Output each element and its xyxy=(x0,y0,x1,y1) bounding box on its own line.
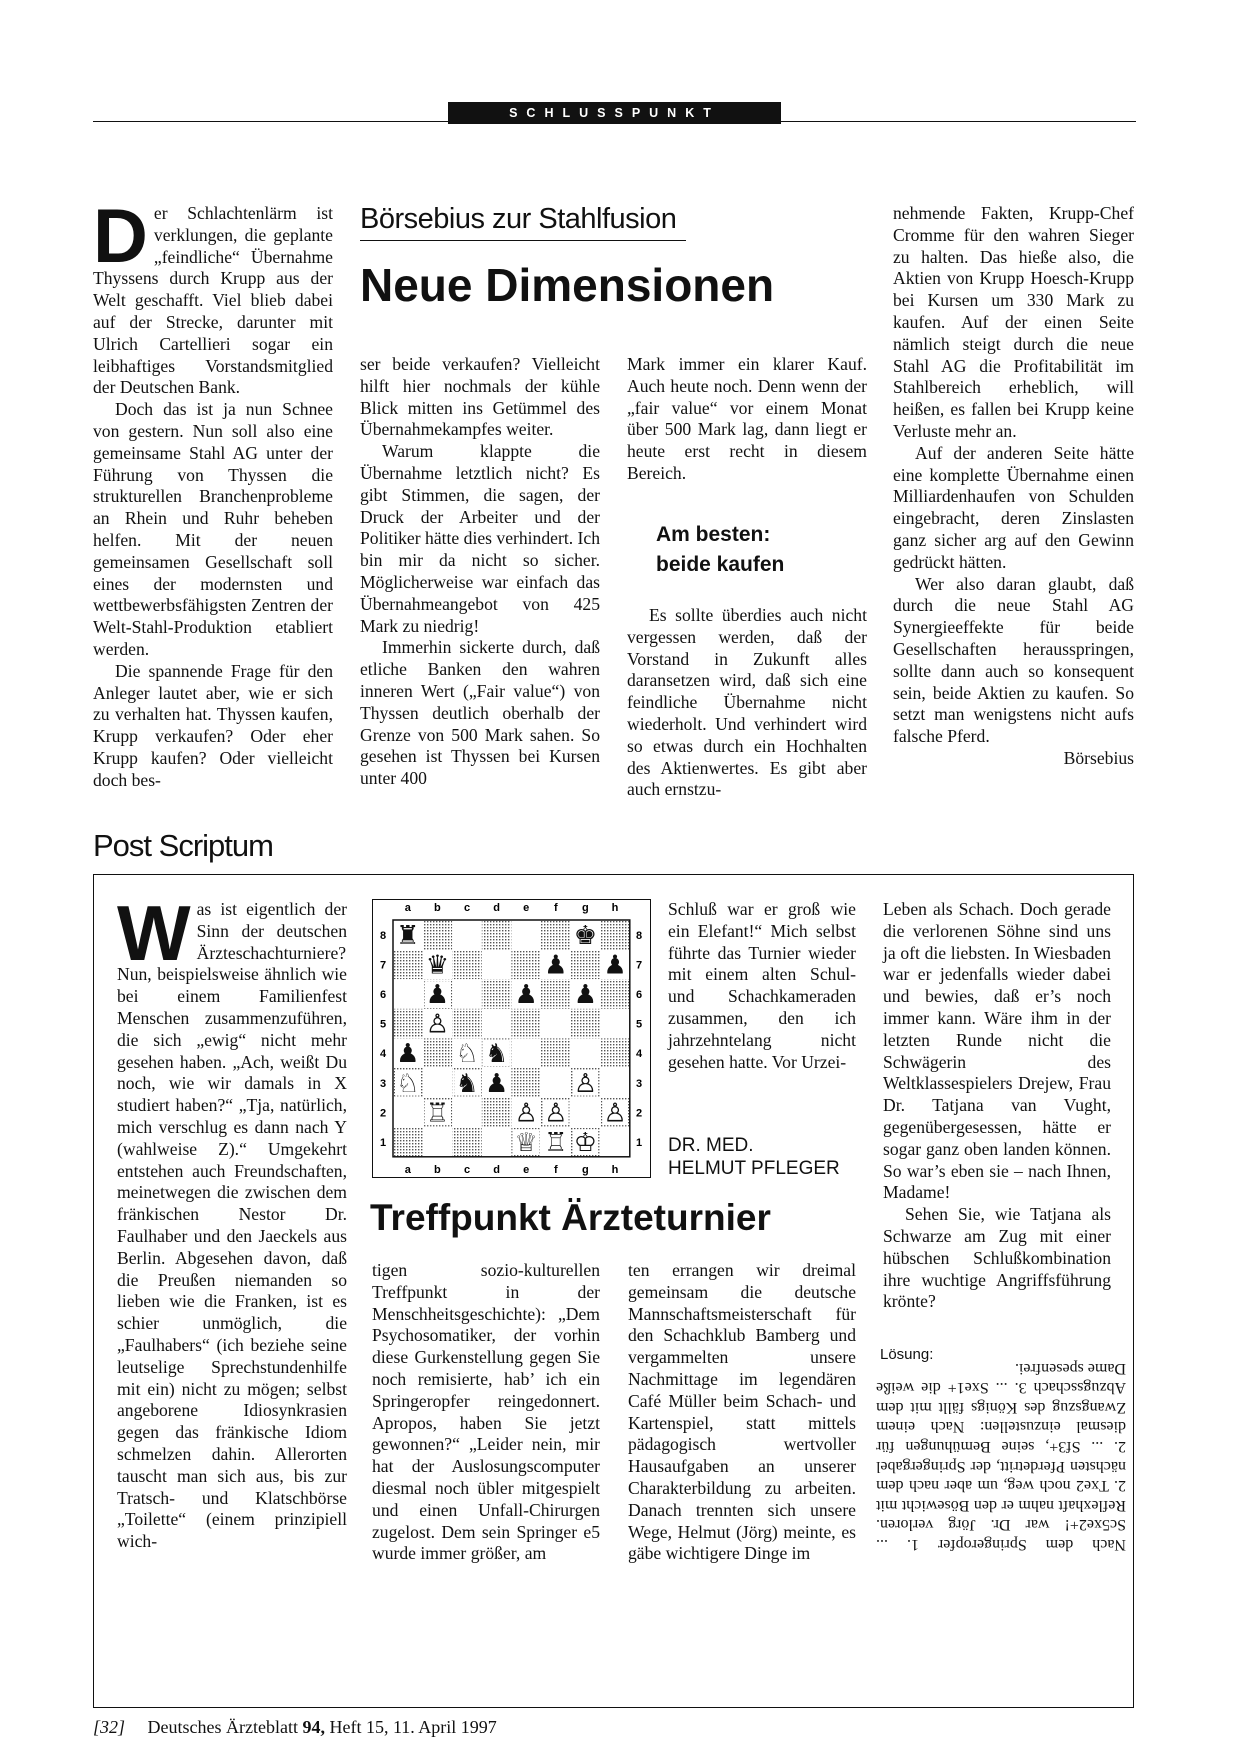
chess-piece-black-pawn-b6: ♟ xyxy=(425,980,450,1010)
article-paragraph: Immerhin sickerte durch, daß etliche Banken den wahren inneren Wert („Fair value“) von Thyssen deutlich oberhalb der Grenze von 500 Mark sahen. So gesehen ist Thyssen bei Kursen unter 400 xyxy=(360,637,600,789)
chess-piece-black-pawn-h7: ♟ xyxy=(603,950,627,981)
file-label: d xyxy=(493,902,500,914)
postscript-paragraph: Leben als Schach. Doch gerade die verlorenen Söhne sind uns ja oft die liebsten. In Wiesbaden war er jedenfalls wieder dabei und bewies, daß er’s noch immer kann. Wäre ihm in der letzten Runde nicht die Schwägerin des Weltklassespielers Drejew, Frau Dr. Tatjana van Vught, gegenübergesessen, hätte er sogar ganz oben landen können. So war’s eben sie – nach Ihnen, Madame! xyxy=(883,899,1111,1203)
board-square xyxy=(541,1038,571,1068)
file-label: b xyxy=(434,1164,441,1176)
rank-label: 4 xyxy=(379,1048,387,1061)
board-square xyxy=(482,920,512,950)
rank-label: 6 xyxy=(379,989,387,1001)
section-label: SCHLUSSPUNKT xyxy=(448,102,781,124)
article-paragraph: ser beide verkaufen? Vielleicht hilft hier nochmals der kühle Blick mitten ins Getümmel des Übernahmekampfes weiter. xyxy=(360,354,600,440)
article-headline: Neue Dimensionen xyxy=(360,259,775,311)
chess-piece-black-queen-b7: ♛ xyxy=(425,950,450,981)
file-label: g xyxy=(582,1164,589,1176)
chess-piece-white-pawn-h2: ♙ xyxy=(603,1098,627,1129)
rank-label: 8 xyxy=(379,929,387,942)
chess-piece-black-pawn-d3: ♟ xyxy=(484,1068,509,1099)
article-paragraph: nehmende Fakten, Krupp-Chef Cromme für den wahren Sieger zu halten. Das hieße also, die Aktien von Krupp Hoesch-Krupp bei Kursen um 330 Mark zu kaufen. Auf der einen Seite nämlich steigt durch die neue Stahl AG die Profitabilität im Stahlbereich erheblich, will heißen, es fallen bei Krupp keine Verluste mehr an. xyxy=(893,203,1134,441)
board-square xyxy=(393,979,423,1009)
postscript-dropcap: W xyxy=(117,889,191,977)
rank-label: 2 xyxy=(635,1107,643,1120)
rank-label: 5 xyxy=(635,1018,643,1031)
board-square xyxy=(511,1009,541,1039)
article-subhead xyxy=(656,520,886,580)
article-paragraph: Warum klappte die Übernahme letztlich nicht? Es gibt Stimmen, die sagen, der Druck der Arbeiter und der Politiker hätte dies verhindert. Ich bin mir da nicht so sicher. Möglicherweise war einfach das Übernahmeangebot von 425 Mark zu niedrig! xyxy=(360,441,600,636)
board-square xyxy=(423,920,453,950)
file-label: f xyxy=(553,902,558,914)
chess-diagram xyxy=(372,899,651,1178)
board-square xyxy=(452,1098,482,1128)
chess-piece-black-rook-a8: ♜ xyxy=(396,920,420,951)
rank-label: 7 xyxy=(379,959,387,972)
chess-piece-white-pawn-e2: ♙ xyxy=(514,1098,538,1129)
postscript-title: Post Scriptum xyxy=(93,828,273,863)
chess-piece-white-knight-a3: ♘ xyxy=(396,1068,420,1099)
postscript-column-3-bottom xyxy=(628,1260,856,1565)
chess-piece-black-pawn-e6: ♟ xyxy=(514,980,538,1010)
solution-label: Lösung: xyxy=(880,1346,934,1363)
article-paragraph: Mark immer ein klarer Kauf. Auch heute noch. Denn wenn der „fair value“ vor einem Monat über 500 Mark lag, dann liegt er heute erst recht in diesem Bereich. xyxy=(627,354,867,483)
postscript-paragraph: Sehen Sie, wie Tatjana als Schwarze am Zug mit einer hübschen Schlußkombination ihre wuchtige Angriffsführung krönte? xyxy=(883,1204,1111,1312)
solution-text: Nach dem Springeropfer 1. ... Sc5xe2+! war Dr. Jörg verloren. Reflexhaft nahm er den Bösewicht mit 2. Txe2 noch weg, um aber nach dem nächsten Pferdetritt, der Springergabel 2. ... Sf3+, seine Bemühungen für diesmal einzustellen: Nach einem Zwangszug des Königs fällt mit dem Abzugsschach 3. ... Sxe1+ die weiße Dame spesenfrei. xyxy=(876,1359,1126,1553)
article-paragraph: Auf der anderen Seite hätte eine komplette Übernahme einen Milliardenhaufen von Schulden eingebracht, deren Zinslasten ganz sicher arg auf den Gewinn gedrückt hätten. xyxy=(893,442,1134,572)
board-square xyxy=(452,1127,482,1157)
chess-piece-white-pawn-f2: ♙ xyxy=(544,1098,568,1129)
rank-label: 3 xyxy=(379,1077,387,1090)
file-label: d xyxy=(493,1164,500,1176)
board-square xyxy=(423,1038,453,1068)
postscript-paragraph: Schluß war er groß wie ein Elefant!“ Mich selbst führte das Turnier wieder mit einem alten Schul- und Schachkameraden zusammen, den ich jahrzehntelang nicht gesehen hatte. Vor Urzei- xyxy=(668,899,856,1072)
board-square xyxy=(452,1009,482,1039)
author-line: HELMUT PFLEGER xyxy=(668,1158,840,1179)
article-column-4 xyxy=(893,203,1134,770)
board-square xyxy=(571,950,601,980)
board-square xyxy=(600,1009,630,1039)
board-square xyxy=(571,1098,601,1128)
postscript-column-3-top xyxy=(668,899,856,1073)
article-paragraph: Es sollte überdies auch nicht vergessen werden, daß der Vorstand in Zukunft alles daransetzen wird, daß sich eine feindliche Übernahme nicht wiederholt. Und verhindert wird so etwas durch ein Hochhalten des Aktienwertes. Es gibt aber auch ernstzu- xyxy=(627,605,867,800)
chess-piece-black-knight-d4: ♞ xyxy=(484,1039,509,1070)
rank-label: 7 xyxy=(635,959,643,972)
article-column-2 xyxy=(360,354,600,790)
board-square xyxy=(482,950,512,980)
postscript-column-1 xyxy=(117,889,347,1553)
board-square xyxy=(423,1127,453,1157)
board-square xyxy=(541,1009,571,1039)
article-signature: Börsebius xyxy=(1063,747,1134,768)
board-square xyxy=(393,1127,423,1157)
board-square xyxy=(482,1127,512,1157)
chess-piece-white-pawn-g3: ♙ xyxy=(573,1068,598,1099)
board-square xyxy=(511,950,541,980)
journal-name: Deutsches Ärzteblatt xyxy=(147,1717,298,1737)
article-column-1 xyxy=(93,194,333,792)
rank-label: 6 xyxy=(635,989,643,1001)
article-paragraph: Wer also daran glaubt, daß durch die neue Stahl AG Synergieeffekte für beide Gesellschaften herausspringen, sollte dann auch so konsequent sein, beide Aktien zu kaufen. So setzt man wenigstens nicht aufs falsche Pferd. xyxy=(893,573,1134,747)
article-column-3 xyxy=(627,354,867,485)
rank-label: 4 xyxy=(635,1048,643,1061)
board-square xyxy=(452,950,482,980)
article-column-3-continued xyxy=(627,605,867,801)
board-square xyxy=(452,979,482,1009)
file-label: a xyxy=(404,1164,411,1176)
board-square xyxy=(571,1009,601,1039)
file-label: h xyxy=(611,902,619,914)
chess-piece-white-queen-e1: ♕ xyxy=(514,1128,538,1158)
board-square xyxy=(600,920,630,950)
file-label: b xyxy=(434,902,441,914)
chess-piece-white-knight-c4: ♘ xyxy=(455,1039,479,1070)
board-square xyxy=(600,1068,630,1098)
rank-label: 3 xyxy=(635,1077,643,1090)
board-square xyxy=(600,979,630,1009)
rank-label: 1 xyxy=(635,1137,643,1149)
board-square xyxy=(393,950,423,980)
chess-piece-black-pawn-f7: ♟ xyxy=(544,950,568,981)
board-square xyxy=(511,1038,541,1068)
author-line: DR. MED. xyxy=(668,1135,754,1156)
chess-piece-black-king-g8: ♚ xyxy=(573,920,598,951)
postscript-headline: Treffpunkt Ärzteturnier xyxy=(370,1197,771,1238)
postscript-column-4 xyxy=(883,899,1111,1313)
postscript-paragraph: ten errangen wir dreimal gemeinsam die deutsche Mannschaftsmeisterschaft für den Schachklub Bamberg und vergammelten unsere Nachmittage im legendären Café Müller beim Schach- und Kartenspiel, statt mittels pädagogisch wertvoller Hausaufgaben an unserer Charakterbildung zu arbeiten. Danach trennten sich unsere Wege, Helmut (Jörg) meinte, es gäbe wichtigere Dinge im xyxy=(628,1260,856,1564)
postscript-column-2 xyxy=(372,1260,600,1565)
journal-volume: 94, xyxy=(302,1717,325,1737)
chess-piece-white-rook-f1: ♖ xyxy=(544,1128,568,1158)
board-square xyxy=(541,979,571,1009)
article-paragraph: Doch das ist ja nun Schnee von gestern. Nun soll also eine gemeinsame Stahl AG unter der Führung von Thyssen die strukturellen Branchenprobleme an Rhein und Ruhr beheben helfen. Mit der neuen gemeinsamen Gesellschaft soll eines der modernsten und wettbewerbsfähigsten Zentren der Welt-Stahl-Produktion etabliert werden. xyxy=(93,399,333,659)
file-label: h xyxy=(611,1164,619,1176)
chess-piece-white-rook-b2: ♖ xyxy=(425,1098,450,1129)
file-label: a xyxy=(404,902,411,914)
chess-piece-black-pawn-g6: ♟ xyxy=(573,980,598,1010)
board-square xyxy=(452,920,482,950)
board-square xyxy=(541,1068,571,1098)
board-square xyxy=(541,920,571,950)
board-square xyxy=(600,1127,630,1157)
file-label: f xyxy=(553,1164,558,1176)
file-label: c xyxy=(463,1164,471,1176)
postscript-author xyxy=(668,1134,840,1180)
board-square xyxy=(482,979,512,1009)
chess-piece-white-king-g1: ♔ xyxy=(573,1128,598,1158)
subhead-line: beide kaufen xyxy=(656,553,785,576)
rank-label: 1 xyxy=(379,1137,387,1149)
board-square xyxy=(393,1098,423,1128)
page-number: [32] xyxy=(93,1717,126,1737)
file-label: c xyxy=(463,902,471,914)
board-square xyxy=(393,1009,423,1039)
article-paragraph: Die spannende Frage für den Anleger lautet aber, wie er sich zu verhalten hat. Thyssen kaufen, Krupp verkaufen? Oder eher Krupp kaufen? Oder vielleicht doch bes- xyxy=(93,660,333,790)
postscript-paragraph: tigen sozio-kulturellen Treffpunkt in der Menschheitsgeschichte): „Dem Psychosomatiker, der vorhin diese Gurkenstellung gegen Sie noch remisierte, hab’ ich ein Springeropfer reingedonnert. Apropos, haben Sie jetzt gewonnen?“ „Leider nein, mir hat der Auslosungscomputer diesmal noch übler mitgespielt und einen Unfall-Chirurgen zugelost. Dem sein Springer e5 wurde immer größer, am xyxy=(372,1260,600,1564)
footer xyxy=(93,1717,497,1738)
board-square xyxy=(571,1038,601,1068)
board-square xyxy=(482,1009,512,1039)
journal-issue: Heft 15, 11. April 1997 xyxy=(329,1717,497,1737)
article-paragraph: er Schlachtenlärm ist verklungen, die geplante „feindliche“ Übernahme Thyssens durch Krupp aus der Welt geschafft. Viel blieb dabei auf der Strecke, darunter mit Ulrich Cartellieri sogar ein leibhaftiges Vorstandsmitglied der Deutschen Bank. xyxy=(93,203,333,398)
chessboard xyxy=(373,900,650,1177)
board-square xyxy=(511,920,541,950)
chess-piece-black-pawn-a4: ♟ xyxy=(396,1039,420,1070)
article-dropcap: D xyxy=(93,194,148,279)
rank-label: 8 xyxy=(635,929,643,942)
file-label: e xyxy=(523,1164,530,1176)
board-square xyxy=(482,1098,512,1128)
solution-upside-down xyxy=(876,1358,1126,1554)
file-label: g xyxy=(582,902,589,914)
chess-piece-black-knight-c3: ♞ xyxy=(455,1068,479,1099)
file-label: e xyxy=(523,902,530,914)
board-square xyxy=(511,1068,541,1098)
subhead-line: Am besten: xyxy=(656,523,771,546)
board-square xyxy=(600,1038,630,1068)
postscript-paragraph: as ist eigentlich der Sinn der deutschen Ärzteschachturniere? Nun, beispielsweise ähnlich wie bei einem Familienfest Menschen zusammenzuführen, die sich „ewig“ nicht mehr gesehen haben. „Ach, weißt Du noch, wie wir damals in X studiert haben?“ „Tja, natürlich, mich verschlug es dann nach Y (wahlweise Z).“ Umgekehrt entstehen auch Freundschaften, meinetwegen die zwischen dem fränkischen Nestor Dr. Faulhaber und den Jaeckels aus Berlin. Abgesehen davon, daß die Preußen niemanden so lieben wie die Franken, ist es schier unmöglich, die „Faulhabers“ (ich beziehe seine leutselige Sprechstundenhilfe mit ein) nicht zu mögen; selbst angeborene Idiosynkrasien gegen das fränkische Idiom schmelzen dahin. Allerorten tauscht man sich aus, bis zur Tratsch- und Klatschbörse „Toilette“ (einem prinzipiell wich- xyxy=(117,899,347,1552)
article-kicker: Börsebius zur Stahlfusion xyxy=(360,202,686,241)
rank-label: 2 xyxy=(379,1107,387,1120)
board-square xyxy=(423,1068,453,1098)
chess-piece-white-pawn-b5: ♙ xyxy=(425,1009,450,1040)
rank-label: 5 xyxy=(379,1018,387,1031)
